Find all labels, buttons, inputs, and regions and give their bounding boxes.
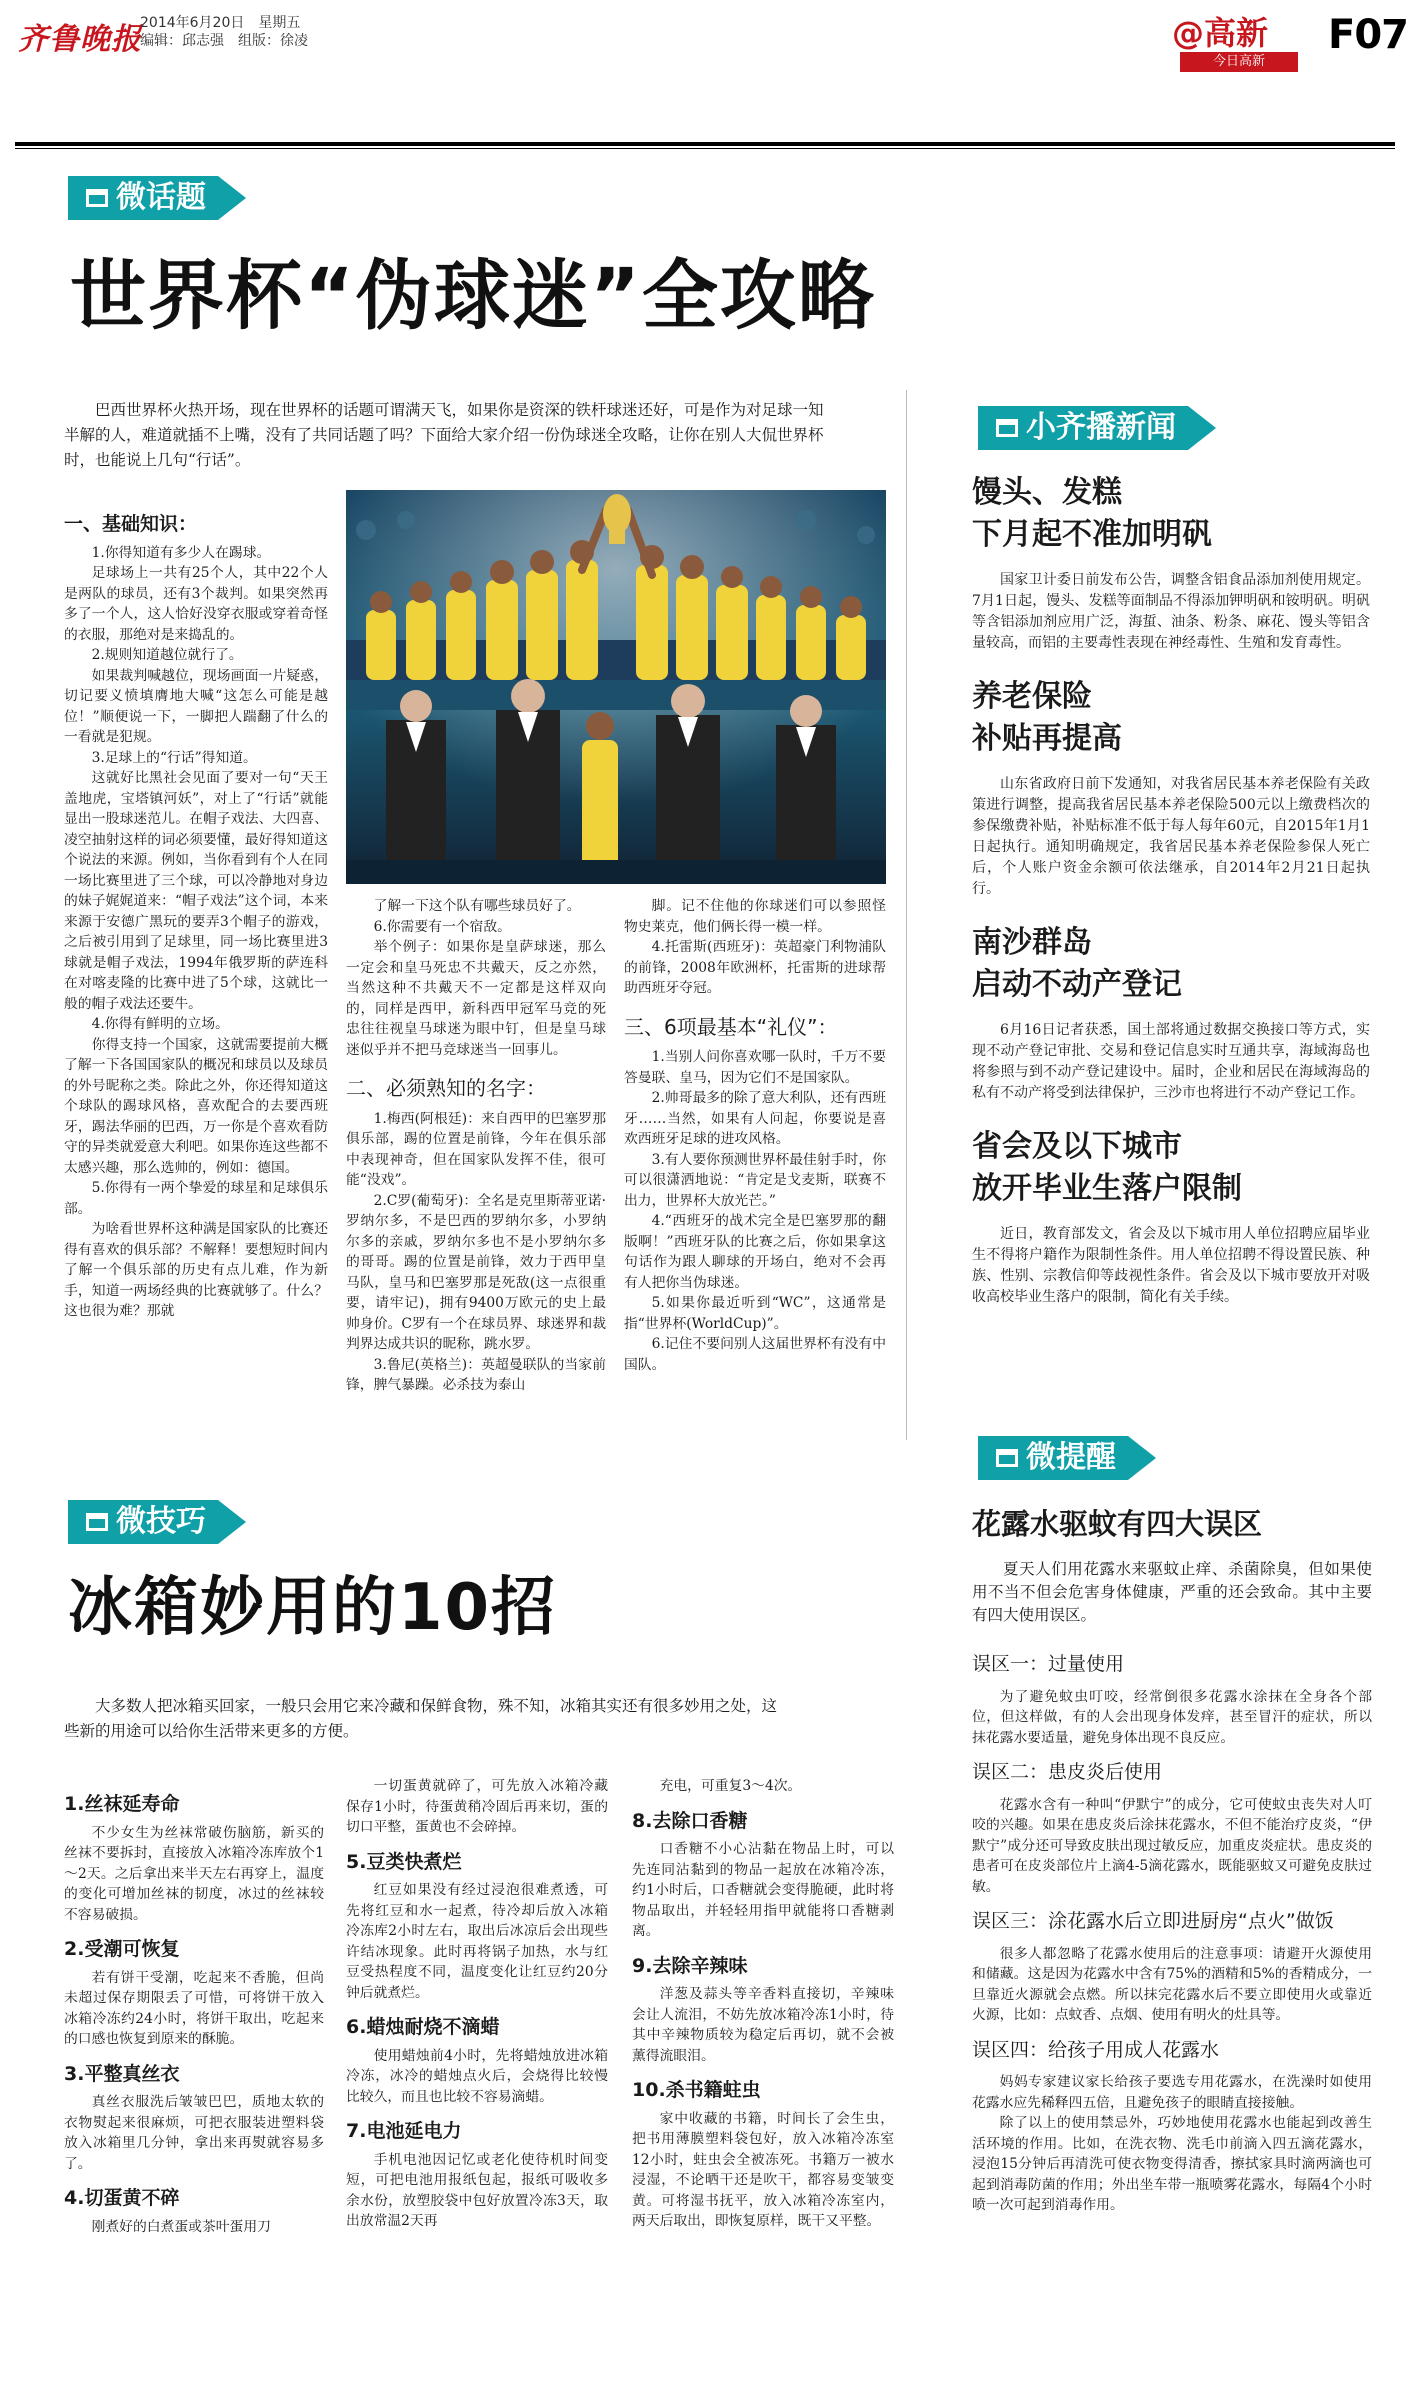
news-item <box>972 676 1370 900</box>
page-number: F07 <box>1328 12 1408 58</box>
news-headline-line1: 养老保险 <box>972 679 1092 714</box>
tag-square-icon <box>996 1449 1018 1467</box>
article-title-worldcup: 世界杯“伪球迷”全攻略 <box>70 251 876 340</box>
fridge-col-3 <box>632 1776 894 2232</box>
subheading: 8.去除口香糖 <box>632 1809 748 1832</box>
subheading: 10.杀书籍蛀虫 <box>632 2079 761 2101</box>
paragraph: 5.你得有一两个挚爱的球星和足球俱乐部。 <box>64 1180 328 1217</box>
news-body: 山东省政府日前下发通知，对我省居民基本养老保险有关政策进行调整，提高我省居民基本养老保险500元以上缴费档次的参保缴费补贴，补贴标准不低于每人每年60元，自2015年1月1日起执行。通知明确规定，我省居民基本养老保险参保人死亡后，个人账户资金余额可依法继承，自2014年2月21日起执行。 <box>972 776 1370 897</box>
fridge-col-2 <box>346 1776 608 2232</box>
paragraph: 如果裁判喊越位，现场画面一片疑惑，切记要义愤填膺地大喊“这怎么可能是越位！”顺便说一下，一脚把人踹翻了什么的一看就是犯规。 <box>64 667 328 745</box>
paragraph: 6.记住不要问别人这届世界杯有没有中国队。 <box>624 1336 886 1373</box>
tag-square-icon <box>86 189 108 207</box>
paragraph: 使用蜡烛前4小时，先将蜡烛放进冰箱冷冻，冰冷的蜡烛点火后，会烧得比较慢比较久，而且也比较不容易滴蜡。 <box>346 2047 608 2105</box>
paragraph: 2.帅哥最多的除了意大利队，还有西班牙……当然，如果有人问起，你要说是喜欢西班牙足球的进攻风格。 <box>624 1090 886 1147</box>
worldcup-col-2 <box>346 896 606 1396</box>
reminder-lede: 夏天人们用花露水来驱蚊止痒、杀菌除臭，但如果使用不当不但会危害身体健康，严重的还会致命。其中主要有四大使用误区。 <box>972 1560 1372 1624</box>
section-heading: 二、必须熟知的名字： <box>346 1076 546 1100</box>
paragraph: 足球场上一共有25个人，其中22个人是两队的球员，还有3个裁判。如果突然再多了一个人，这人恰好没穿衣服或穿着奇怪的衣服，那绝对是来捣乱的。 <box>64 565 328 643</box>
paragraph: 为啥看世界杯这种满是国家队的比赛还得有喜欢的俱乐部？不解释！要想短时间内了解一个俱乐部的历史有点儿难，作为新手，知道一两场经典的比赛就够了。什么？这也很为难？那就 <box>64 1221 328 1319</box>
paragraph: 4.托雷斯(西班牙)：英超豪门利物浦队的前锋，2008年欧洲杯，托雷斯的进球帮助西班牙夺冠。 <box>624 939 886 996</box>
subheading: 4.切蛋黄不碎 <box>64 2187 180 2209</box>
paragraph: 这就好比黑社会见面了要对一句“天王盖地虎，宝塔镇河妖”，对上了“行话”就能显出一股球迷范儿。在帽子戏法、大四喜、凌空抽射这样的词必须要懂，最好得知道这个说法的来源。例如，当你看到有个人在同一场比赛里进了三个球，可以冷静地对身边的妹子娓娓道来：“帽子戏法”这个词，本来来源于安德广黑玩的要弄3个帽子的游戏，之后被引用到了足球里，同一场比赛里进3球就是帽子戏法，1994年俄罗斯的萨连科在对喀麦隆的比赛中进了5个球，这就比一般的帽子戏法还要牛。 <box>64 770 328 1012</box>
subheading: 7.电池延电力 <box>346 2120 462 2142</box>
paragraph: 4.“西班牙的战术完全是巴塞罗那的翻版啊！”西班牙队的比赛之后，你如果拿这句话作为跟人聊球的开场白，绝对不会再有人把你当伪球迷。 <box>624 1213 886 1291</box>
news-headline-line2: 放开毕业生落户限制 <box>972 1171 1242 1206</box>
myth-heading: 误区四：给孩子用成人花露水 <box>972 2038 1220 2061</box>
subheading: 6.蜡烛耐烧不滴蜡 <box>346 2016 500 2038</box>
tag-square-icon <box>996 419 1018 437</box>
column-divider <box>906 390 907 1440</box>
article-lede-fridge: 大多数人把冰箱买回家，一般只会用它来冷藏和保鲜食物，殊不知，冰箱其实还有很多妙用之处，这些新的用途可以给你生活带来更多的方便。 <box>64 1697 778 1740</box>
tag-micro-topic: 微话题 <box>68 176 218 220</box>
news-item <box>972 1126 1370 1308</box>
news-body: 6月16日记者获悉，国土部将通过数据交换接口等方式，实现不动产登记审批、交易和登记信息实时互通共享，海域海岛也将参照与到不动产登记建设中。届时，企业和居民在海域海岛的私有不动产将受到法律保护，三沙市也将进行不动产登记工作。 <box>972 1022 1370 1101</box>
paragraph: 举个例子：如果你是皇萨球迷，那么一定会和皇马死忠不共戴天，反之亦然，当然这种不共戴天不一定都是这样双向的，同样是西甲，新科西甲冠军马竞的死忠往往视皇马球迷为眼中钉，但是皇马球迷似乎并不把马竞球迷当一回事儿。 <box>346 939 606 1058</box>
paragraph: 了解一下这个队有哪些球员好了。 <box>373 898 581 914</box>
paragraph: 3.有人要你预测世界杯最佳射手时，你可以很潇洒地说：“肯定是戈麦斯，联赛不出力，世界杯大放光芒。” <box>624 1151 886 1209</box>
photo-illustration <box>346 490 886 884</box>
paragraph: 口香糖不小心沾黏在物品上时，可以先连同沾黏到的物品一起放在冰箱冷冻，约1小时后，口香糖就会变得脆硬，此时将物品取出，并轻轻用指甲就能将口香糖剥离。 <box>632 1841 894 1939</box>
paragraph: 4.你得有鲜明的立场。 <box>91 1016 229 1032</box>
worldcup-col-3 <box>624 896 886 1375</box>
article-title-fridge: 冰箱妙用的10招 <box>68 1571 558 1645</box>
paragraph: 脚。记不住他的你球迷们可以参照怪物史莱克，他们俩长得一模一样。 <box>624 898 886 935</box>
paragraph: 充电，可重复3～4次。 <box>659 1778 802 1794</box>
subheading: 9.去除辛辣味 <box>632 1954 748 1977</box>
news-headline-line1: 省会及以下城市 <box>972 1129 1182 1164</box>
paragraph: 家中收藏的书籍，时间长了会生虫，把书用薄膜塑料袋包好，放入冰箱冷冻室12小时，蛀虫会全被冻死。书籍万一被水浸湿，不论晒干还是吹干，都容易变皱变黄。可将湿书抚平，放入冰箱冷冻室内，两天后取出，即恢复原样，既干又平整。 <box>632 2110 894 2229</box>
section-heading: 三、6项最基本“礼仪”： <box>624 1014 838 1039</box>
news-body: 国家卫计委日前发布公告，调整含铝食品添加剂使用规定。7月1日起，馒头、发糕等面制品不得添加钾明矾和铵明矾。明矾等含铝添加剂应用广泛，海蜇、油条、粉条、麻花、馒头等铝含量较高，而铝的主要毒性表现在神经毒性、生殖和发育毒性。 <box>972 572 1370 651</box>
paragraph: 洋葱及蒜头等辛香料直接切，辛辣味会让人流泪，不妨先放冰箱冷冻1小时，待其中辛辣物质较为稳定后再切，就不会被薰得流眼泪。 <box>632 1986 894 2064</box>
paragraph: 2.规则知道越位就行了。 <box>91 647 243 663</box>
reminder-title: 花露水驱蚊有四大误区 <box>972 1507 1263 1541</box>
paragraph: 6.你需要有一个宿敌。 <box>373 918 511 935</box>
myth-body: 为了避免蚊虫叮咬，经常倒很多花露水涂抹在全身各个部位，但这样做，有的人会出现身体发痒，甚至冒汗的症状，所以抹花露水要适量，避免身体出现不良反应。 <box>972 1688 1372 1746</box>
news-body: 近日，教育部发文，省会及以下城市用人单位招聘应届毕业生不得将户籍作为限制性条件。用人单位招聘不得设置民族、种族、性别、宗教信仰等歧视性条件。省会及以下城市要放开对吸收高校毕业生落户的限制，简化有关手续。 <box>972 1226 1370 1305</box>
news-headline-line2: 下月起不准加明矾 <box>972 517 1212 552</box>
paragraph: 你得支持一个国家，这就需要提前大概了解一下各国国家队的概况和球员以及球员的外号昵称之类。除此之外，你还得知道这个球队的踢球风格，喜欢配合的去要西班牙，踢法华丽的巴西，万一你是个喜欢看防守的异类就爱意大利吧。如果你连这些都不太感兴趣，那么选帅的，例如：德国。 <box>64 1036 328 1176</box>
news-headline-line2: 补贴再提高 <box>972 721 1122 756</box>
tag-square-icon <box>86 1513 108 1531</box>
subheading: 5.豆类快煮烂 <box>346 1850 462 1873</box>
section-subtitle: 今日高新 <box>1180 52 1298 72</box>
reminder-body <box>972 1640 1372 2216</box>
paragraph: 1.当别人问你喜欢哪一队时，千万不要答曼联、皇马，因为它们不是国家队。 <box>624 1049 886 1086</box>
trophy-celebration-photo <box>346 490 886 884</box>
paragraph: 5.如果你最近听到“WC”，这通常是指“世界杯(WorldCup)”。 <box>624 1295 886 1332</box>
paragraph: 1.梅西(阿根廷)：来自西甲的巴塞罗那俱乐部，踢的位置是前锋，今年在俱乐部中表现神奇，但在国家队发挥不佳，很可能“没戏”。 <box>346 1110 606 1188</box>
newspaper-logo: 齐鲁晚报 <box>18 22 142 57</box>
section-header <box>1172 14 1300 72</box>
header-rule <box>15 142 1395 146</box>
paragraph: 刚煮好的白煮蛋或茶叶蛋用刀 <box>91 2218 271 2235</box>
paragraph: 1.你得知道有多少人在踢球。 <box>91 544 271 561</box>
tag-reminder: 微提醒 <box>978 1436 1128 1480</box>
subheading: 3.平整真丝衣 <box>64 2062 180 2085</box>
article-lede-worldcup: 巴西世界杯火热开场，现在世界杯的话题可谓满天飞，如果你是资深的铁杆球迷还好，可是作为对足球一知半解的人，难道就插不上嘴，没有了共同话题了吗？下面给大家介绍一份伪球迷全攻略，让你在别人大侃世界杯时，也能说上几句“行话”。 <box>64 401 824 469</box>
paragraph: 不少女生为丝袜常破伤脑筋，新买的丝袜不要拆封，直接放入冰箱冷冻库放个1～2天。之后拿出来半天左右再穿上，温度的变化可增加丝袜的韧度，冰过的丝袜较不容易破损。 <box>64 1824 324 1923</box>
subheading: 2.受潮可恢复 <box>64 1938 180 1960</box>
myth-body: 除了以上的使用禁忌外，巧妙地使用花露水也能起到改善生活环境的作用。比如，在洗衣物、洗毛巾前滴入四五滴花露水，浸泡15分钟后再清洗可使衣物变得清香，擦拭家具时滴两滴也可起到消毒防菌的作用；外出坐车带一瓶喷雾花露水，每隔4个小时喷一次可起到消毒作用。 <box>972 2115 1372 2213</box>
fridge-col-1 <box>64 1780 324 2237</box>
myth-body: 妈妈专家建议家长给孩子要选专用花露水，在洗澡时如使用花露水应先稀释四五倍，且避免孩子的眼睛直接接触。 <box>972 2074 1372 2111</box>
editor-credits: 编辑：邱志强 组版：徐凌 <box>140 33 308 49</box>
worldcup-col-1 <box>64 500 328 1322</box>
paragraph: 手机电池因记忆或老化使待机时间变短，可把电池用报纸包起，报纸可吸收多余水份，放塑胶袋中包好放置冷冻3天，取出放常温2天再 <box>346 2151 608 2229</box>
header-rule-thin <box>15 148 1395 149</box>
subheading: 一、基础知识： <box>64 513 198 535</box>
news-headline-line1: 南沙群岛 <box>972 925 1092 960</box>
news-headline-line2: 启动不动产登记 <box>972 967 1182 1002</box>
paragraph: 红豆如果没有经过浸泡很难煮透，可先将红豆和水一起煮，待冷却后放入冰箱冷冻库2小时左右，取出后冰凉后会出现些许结冰现象。此时再将锅子加热，水与红豆受热程度不同，温度变化让红豆约20分钟后就煮烂。 <box>346 1882 608 2001</box>
section-name: @高新 <box>1172 14 1269 52</box>
myth-body: 花露水含有一种叫“伊默宁”的成分，它可使蚊虫丧失对人叮咬的兴趣。如果在患皮炎后涂抹花露水，不但不能治疗皮炎，“伊默宁”成分还可导致皮肤出现过敏反应，加重皮炎症状。患皮炎的患者可在皮炎部位片上滴4-5滴花露水，既能驱蚊又可避免皮肤过敏。 <box>972 1796 1372 1895</box>
myth-heading: 误区一：过量使用 <box>972 1653 1125 1675</box>
subheading: 1.丝袜延寿命 <box>64 1793 180 1815</box>
paragraph: 若有饼干受潮，吃起来不香脆，但尚未超过保存期限丢了可惜，可将饼干放入冰箱冷冻约24小时，将饼干取出，吃起来的口感也恢复到原来的酥脆。 <box>64 1969 324 2047</box>
paragraph: 2.C罗(葡萄牙)：全名是克里斯蒂亚诺·罗纳尔多，不是巴西的罗纳尔多，小罗纳尔多的亲戚，罗纳尔多也不是小罗纳尔多的哥哥。踢的位置是前锋，效力于西甲皇马队，皇马和巴塞罗那是死敌(这一点很重要，请牢记)，拥有9400万欧元的史上最帅身价。C罗有一个在球员界、球迷界和裁判界达成共识的昵称，跳水罗。 <box>346 1192 606 1352</box>
myth-body: 很多人都忽略了花露水使用后的注意事项：请避开火源使用和储藏。这是因为花露水中含有75%的酒精和5%的香精成分，一旦靠近火源就会点燃。所以抹完花露水后不要立即使用火或靠近火源，比如：点蚊香、点烟、使用有明火的灶具等。 <box>972 1945 1372 2023</box>
news-item <box>972 922 1370 1104</box>
myth-heading: 误区二：患皮炎后使用 <box>972 1761 1163 1783</box>
tag-micro-tip: 微技巧 <box>68 1500 218 1544</box>
paragraph: 一切蛋黄就碎了，可先放入冰箱冷藏保存1小时，待蛋黄稍冷固后再来切，蛋的切口平整，蛋黄也不会碎掉。 <box>346 1778 608 1835</box>
news-list <box>972 472 1370 1330</box>
news-item <box>972 472 1370 654</box>
myth-heading: 误区三：涂花露水后立即进厨房“点火”做饭 <box>972 1910 1334 1932</box>
tag-news: 小齐播新闻 <box>978 406 1188 450</box>
paragraph: 3.鲁尼(英格兰)：英超曼联队的当家前锋，脾气暴躁。必杀技为泰山 <box>346 1356 606 1393</box>
news-headline-line1: 馒头、发糕 <box>972 475 1122 510</box>
paragraph: 真丝衣服洗后皱皱巴巴，质地太软的衣物熨起来很麻烦，可把衣服装进塑料袋放入冰箱里几分钟，拿出来再熨就容易多了。 <box>64 2094 324 2172</box>
issue-date: 2014年6月20日 星期五 <box>140 15 301 31</box>
masthead-info <box>140 14 308 50</box>
paragraph: 3.足球上的“行话”得知道。 <box>91 749 257 766</box>
